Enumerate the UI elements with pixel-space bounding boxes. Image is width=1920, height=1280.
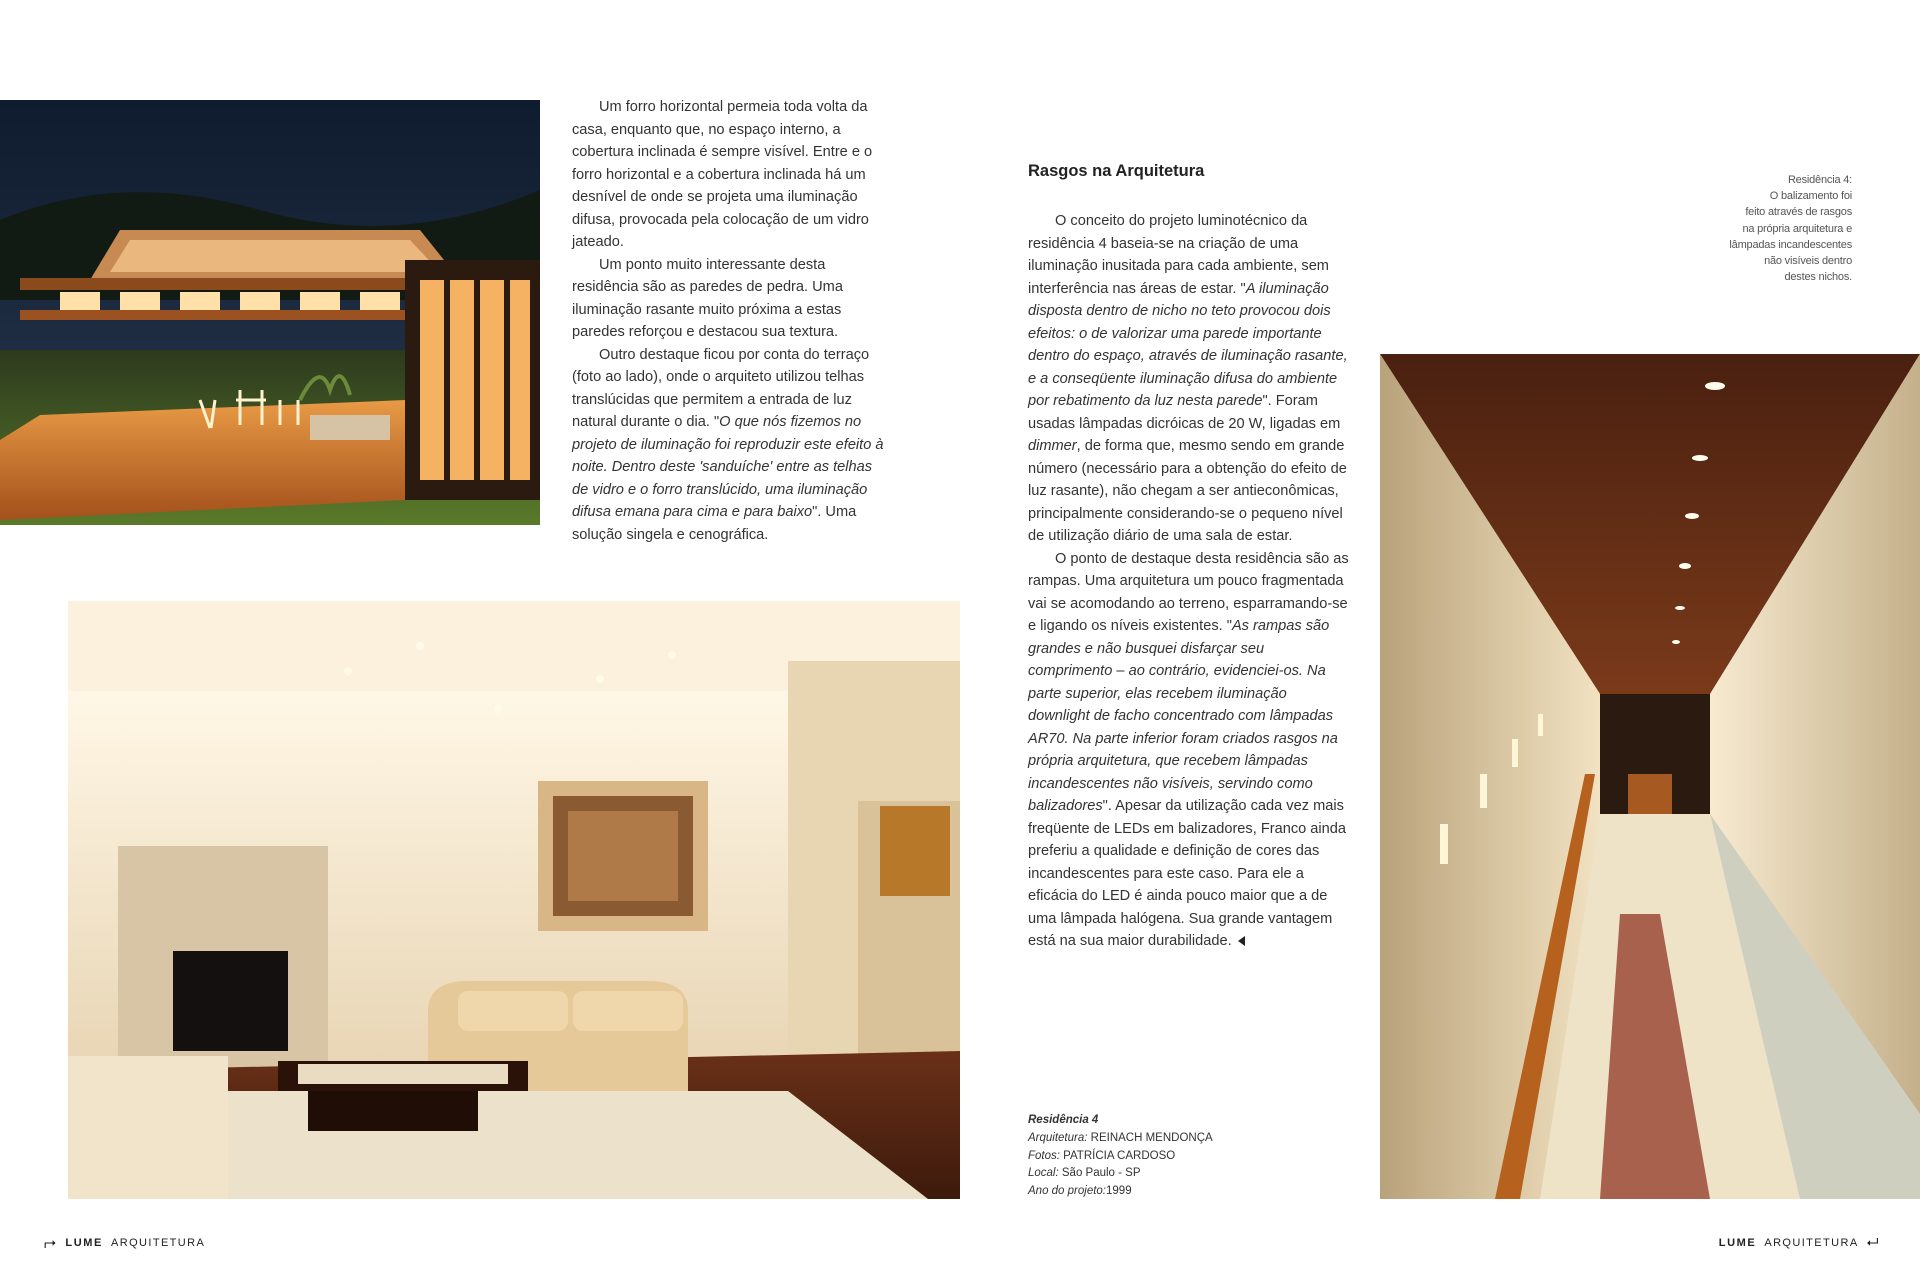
credit-photos: Fotos: PATRÍCIA CARDOSO <box>1028 1149 1176 1162</box>
turn-arrow-icon: ⮣ <box>44 1234 58 1251</box>
paragraph: Um forro horizontal permeia toda volta da casa, enquanto que, no espaço interno, a cobertura inclinada é sempre visível. Entre e o forro horizontal e a cobertura inclinada há um desnível de onde se projeta uma iluminação difusa, provocada pela colocação de um vidro jateado. <box>572 99 873 250</box>
footer-brand: LUME <box>65 1236 103 1249</box>
paragraph: Outro destaque ficou por conta do terraço (foto ao lado), onde o arquiteto utilizou telhas translúcidas que permitem a entrada de luz natural durante o dia. "O que nós fizemos no projeto de iluminação foi reproduzir este efeito à noite. Dentro deste 'sanduíche' entre as telhas de vidro e o forro translúcido, uma iluminação difusa emana para cima e para baixo". Uma solução singela e cenográfica. <box>572 346 884 543</box>
footer-left <box>44 1234 205 1251</box>
credit-location: Local: São Paulo - SP <box>1028 1167 1141 1180</box>
caption-line: O balizamento foi <box>1769 190 1852 203</box>
credit-year: Ano do projeto:1999 <box>1028 1185 1132 1198</box>
footer-right <box>1719 1234 1880 1251</box>
corridor-ramp-photo <box>1380 354 1920 1199</box>
paragraph: O ponto de destaque desta residência são as rampas. Uma arquitetura um pouco fragmentada vai se acomodando ao terreno, esparramando-se e ligando os níveis existentes. "As rampas são grandes e não busquei disfarçar seu comprimento – ao contrário, evidenciei-os. Na parte superior, elas recebem iluminação downlight de facho concentrado com lâmpadas AR70. Na parte inferior foram criados rasgos na própria arquitetura, que recebem lâmpadas incandescentes não visíveis, servindo como balizadores". Apesar da utilização cada vez mais freqüente de LEDs em balizadores, Franco ainda preferiu a qualidade e definição de cores das incandescentes para este caso. Para ele a eficácia do LED é ainda pouco maior que a de uma lâmpada halógena. Sua grande vantagem está na sua maior durabilidade. <box>1028 550 1349 949</box>
paragraph: O conceito do projeto luminotécnico da residência 4 baseia-se na criação de uma iluminação inusitada para cada ambiente, sem interferência nas áreas de estar. "A iluminação disposta dentro de nicho no teto provocou dois efeitos: o de valorizar uma parede importante dentro do espaço, através de iluminação rasante, e a conseqüente iluminação difusa do ambiente por rebatimento da luz nesta parede". Foram usadas lâmpadas dicróicas de 20 W, ligadas em dimmer, de forma que, mesmo sendo em grande número (necessário para a obtenção do efeito de luz rasante), não chegam a ser antieconômicas, principalmente considerando-se o pequeno nível de utilização diário de uma sala de estar. <box>1028 213 1348 544</box>
paragraph: Um ponto muito interessante desta residência são as paredes de pedra. Uma iluminação rasante muito próxima a estas paredes reforçou e destacou sua textura. <box>572 256 843 340</box>
caption-line: Residência 4: <box>1787 174 1852 186</box>
project-credits <box>1028 1112 1213 1201</box>
credits-title: Residência 4 <box>1028 1114 1099 1126</box>
caption-line: destes nichos. <box>1784 271 1852 284</box>
left-text-column <box>572 96 890 546</box>
end-of-article-icon <box>1238 936 1245 946</box>
return-arrow-icon: ⮠ <box>1866 1234 1880 1251</box>
photo-caption <box>1700 172 1852 285</box>
terrace-night-photo <box>0 100 540 525</box>
right-text-column <box>1028 210 1352 953</box>
caption-line: lâmpadas incandescentes <box>1729 238 1852 251</box>
caption-line: na própria arquitetura e <box>1742 222 1852 235</box>
credit-architecture: Arquitetura: REINACH MENDONÇA <box>1028 1131 1213 1144</box>
caption-line: feito através de rasgos <box>1745 206 1852 219</box>
footer-subtitle: ARQUITETURA <box>1764 1236 1859 1249</box>
footer-brand: LUME <box>1718 1236 1757 1249</box>
caption-line: não visíveis dentro <box>1764 255 1852 268</box>
section-title: Rasgos na Arquitetura <box>1028 162 1205 180</box>
living-room-photo <box>68 601 960 1199</box>
footer-subtitle: ARQUITETURA <box>110 1236 206 1249</box>
